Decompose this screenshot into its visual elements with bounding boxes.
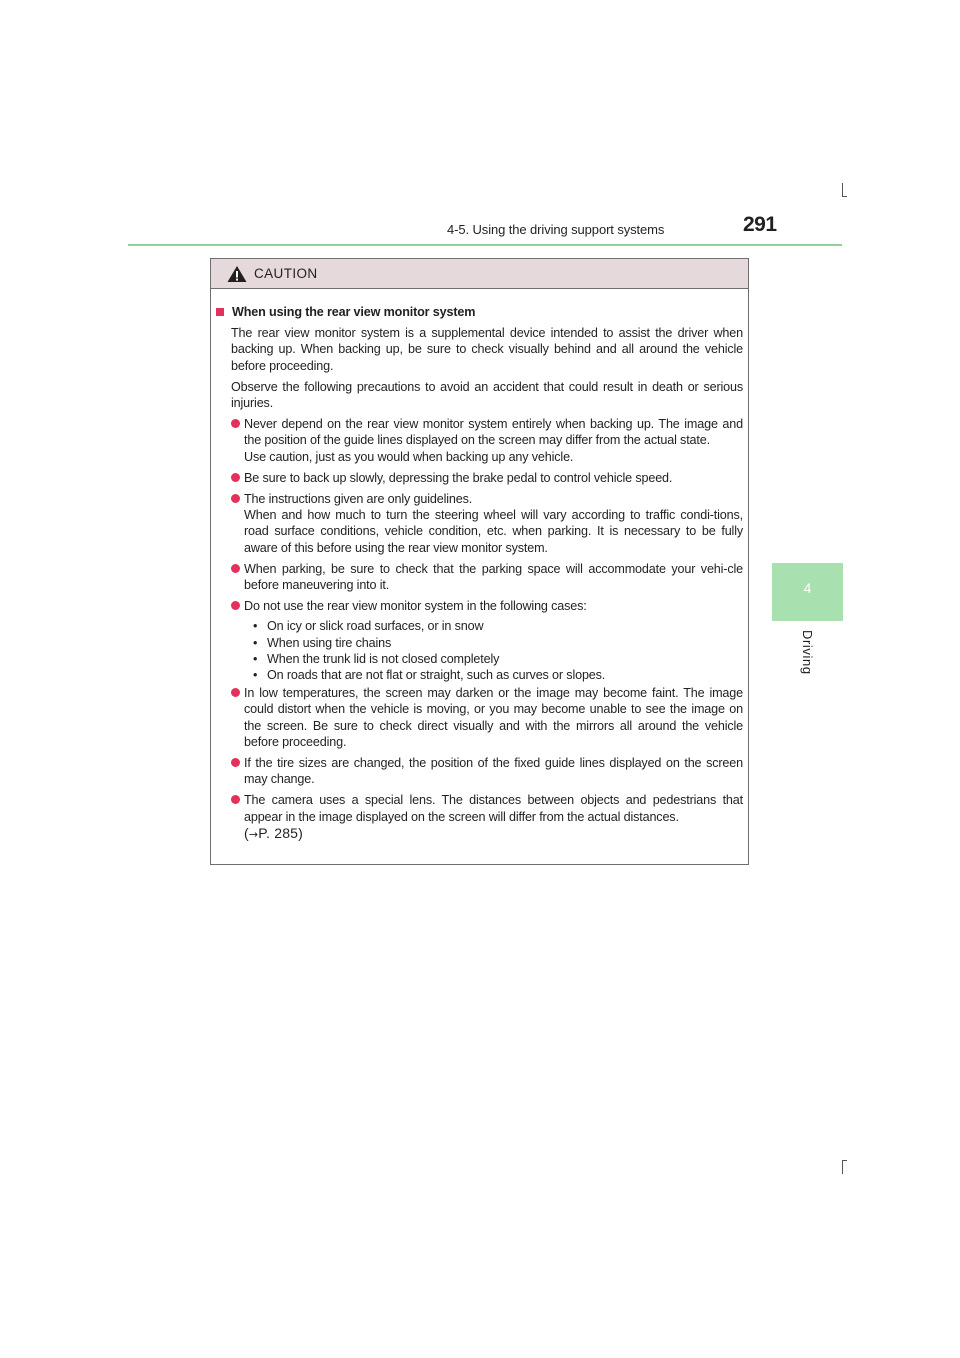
- circle-bullet-icon: [231, 688, 240, 697]
- intro-paragraph: Observe the following precautions to avoid an accident that could result in death or serious injuries.: [231, 379, 743, 411]
- caution-title: CAUTION: [254, 266, 318, 281]
- chapter-tab-number: 4: [803, 580, 812, 596]
- circle-bullet-icon: [231, 564, 240, 573]
- chapter-tab-label: Driving: [800, 630, 815, 675]
- caution-bullet: Be sure to back up slowly, depressing the brake pedal to control vehicle speed.: [244, 470, 743, 486]
- circle-bullet-icon: [231, 795, 240, 804]
- list-item: • On roads that are not flat or straight, such as curves or slopes.: [253, 667, 743, 683]
- right-arrow-icon: →: [248, 827, 259, 841]
- caution-box: [210, 258, 749, 865]
- caution-bullet: Do not use the rear view monitor system in the following cases:: [244, 598, 743, 614]
- chapter-tab[interactable]: [772, 563, 843, 621]
- caution-bullet: The camera uses a special lens. The distances between objects and pedestrians that appear in the image displayed on the screen will differ from the actual distances. (→P. 285): [244, 792, 743, 843]
- circle-bullet-icon: [231, 758, 240, 767]
- caution-header: [211, 259, 748, 289]
- header-rule: [128, 244, 842, 246]
- warning-triangle-icon: [227, 265, 247, 283]
- square-bullet-icon: [216, 308, 224, 316]
- circle-bullet-icon: [231, 419, 240, 428]
- list-item: • When using tire chains: [253, 635, 743, 651]
- circle-bullet-icon: [231, 494, 240, 503]
- list-item: • When the trunk lid is not closed completely: [253, 651, 743, 667]
- page-reference[interactable]: (→P. 285): [244, 824, 304, 841]
- caution-bullet: Never depend on the rear view monitor system entirely when backing up. The image and the position of the guide lines displayed on the screen may differ from the actual state. Use caution, just as you would when backing up any vehicle.: [244, 416, 743, 465]
- caution-bullet: When parking, be sure to check that the parking space will accommodate your vehi-cle before maneuvering into it.: [244, 561, 743, 593]
- list-item: • On icy or slick road surfaces, or in snow: [253, 618, 743, 634]
- circle-bullet-icon: [231, 473, 240, 482]
- caution-bullet: The instructions given are only guidelines. When and how much to turn the steering wheel will vary according to traffic condi-tions, road surface conditions, vehicle condition, etc. when parking. It is necessary to be fully aware of this before using the rear view monitor system.: [244, 491, 743, 556]
- caution-bullet: In low temperatures, the screen may darken or the image may become faint. The image could distort when the vehicle is moving, or you may become unable to see the image on the screen. Be sure to check direct visually and with the mirrors all around the vehicle before proceeding.: [244, 685, 743, 750]
- caution-body: [211, 289, 748, 843]
- intro-paragraph: The rear view monitor system is a supplemental device intended to assist the driver when backing up. When backing up, be sure to check visually behind and all around the vehicle before proceeding.: [231, 326, 743, 373]
- crop-mark-top: [842, 183, 843, 197]
- section-heading: 4-5. Using the driving support systems: [447, 222, 665, 237]
- cases-list: [253, 618, 743, 683]
- caution-section-title: When using the rear view monitor system: [228, 304, 743, 320]
- page-number: 291: [743, 213, 777, 236]
- crop-mark-bottom: [842, 1160, 843, 1174]
- caution-bullet: If the tire sizes are changed, the position of the fixed guide lines displayed on the screen may change.: [244, 755, 743, 787]
- circle-bullet-icon: [231, 601, 240, 610]
